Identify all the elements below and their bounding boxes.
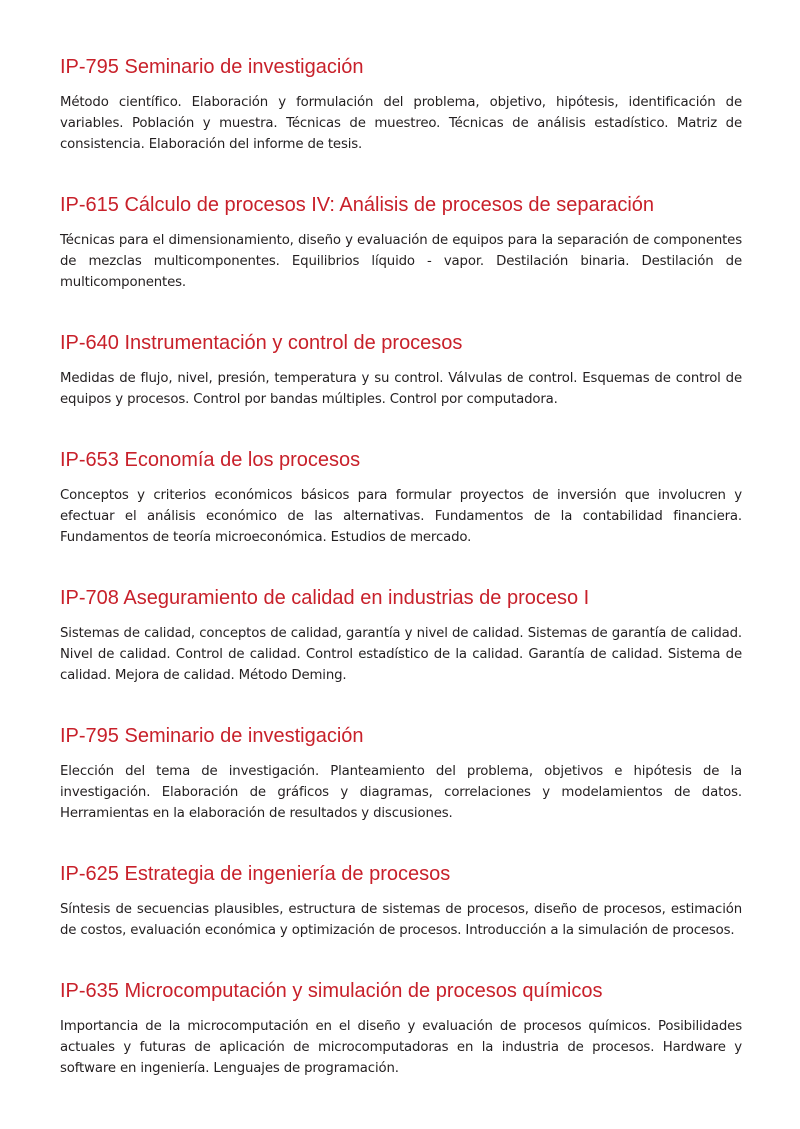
course-description: Conceptos y criterios económicos básicos para formular proyectos de inversión que involucren y efectuar el análisis económico de las alternativas. Fundamentos de la contabilidad financiera. Fundamentos de teoría microeconómica. Estudios de mercado. (60, 488, 742, 545)
course-ip-615 (60, 192, 742, 293)
course-ip-795-b (60, 723, 742, 824)
course-ip-795-a (60, 54, 742, 155)
course-description: Importancia de la microcomputación en el diseño y evaluación de procesos químicos. Posibilidades actuales y futuras de aplicación de microcomputadoras en la industria de procesos. Hardware y software en ingeniería. Lenguajes de programación. (60, 1019, 742, 1076)
course-ip-635 (60, 978, 742, 1079)
course-title: IP-795 Seminario de investigación (60, 725, 364, 747)
course-title: IP-625 Estrategia de ingeniería de procesos (60, 863, 451, 885)
course-title: IP-795 Seminario de investigación (60, 56, 364, 78)
course-description: Técnicas para el dimensionamiento, diseño y evaluación de equipos para la separación de componentes de mezclas multicomponentes. Equilibrios líquido - vapor. Destilación binaria. Destilación de multicomponentes. (60, 233, 742, 290)
course-title: IP-635 Microcomputación y simulación de procesos químicos (60, 980, 603, 1002)
course-description: Método científico. Elaboración y formulación del problema, objetivo, hipótesis, identificación de variables. Población y muestra. Técnicas de muestreo. Técnicas de análisis estadístico. Matriz de consistencia. Elaboración del informe de tesis. (60, 95, 742, 152)
course-list (60, 54, 742, 1116)
course-description: Síntesis de secuencias plausibles, estructura de sistemas de procesos, diseño de procesos, estimación de costos, evaluación económica y optimización de procesos. Introducción a la simulación de procesos. (60, 902, 742, 938)
course-title: IP-640 Instrumentación y control de procesos (60, 332, 463, 354)
course-description: Medidas de flujo, nivel, presión, temperatura y su control. Válvulas de control. Esquemas de control de equipos y procesos. Control por bandas múltiples. Control por computadora. (60, 371, 742, 407)
course-description: Elección del tema de investigación. Planteamiento del problema, objetivos e hipótesis de la investigación. Elaboración de gráficos y diagramas, correlaciones y modelamientos de datos. Herramientas en la elaboración de resultados y discusiones. (60, 764, 742, 821)
course-title: IP-653 Economía de los procesos (60, 449, 361, 471)
course-title: IP-708 Aseguramiento de calidad en industrias de proceso I (60, 587, 590, 609)
course-ip-653 (60, 447, 742, 548)
course-ip-708 (60, 585, 742, 686)
course-title: IP-615 Cálculo de procesos IV: Análisis de procesos de separación (60, 194, 655, 216)
course-ip-625 (60, 861, 742, 941)
course-description: Sistemas de calidad, conceptos de calidad, garantía y nivel de calidad. Sistemas de garantía de calidad. Nivel de calidad. Control de calidad. Control estadístico de la calidad. Garantía de calidad. Sistema de calidad. Mejora de calidad. Método Deming. (60, 626, 742, 683)
course-ip-640 (60, 330, 742, 410)
